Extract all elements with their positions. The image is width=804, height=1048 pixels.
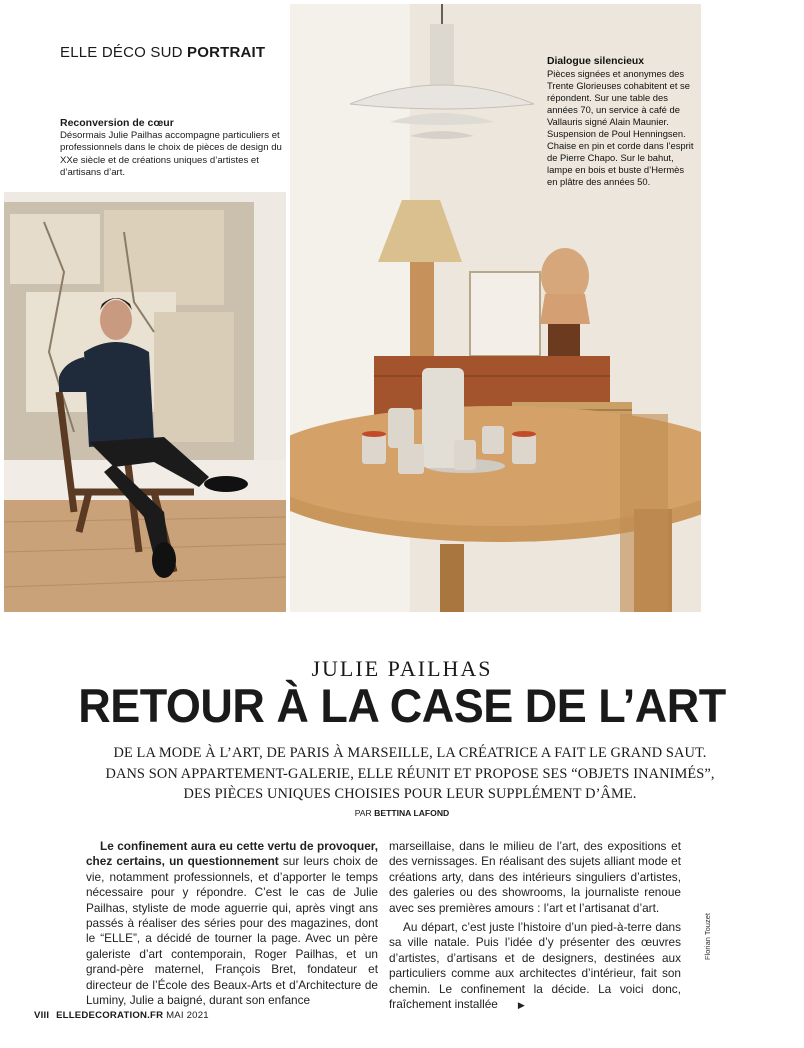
- page-footer: [34, 1010, 209, 1021]
- portrait-illustration: [4, 192, 286, 612]
- footer-issue: MAI 2021: [166, 1010, 209, 1021]
- paragraph-text: Au départ, c’est juste l’histoire d’un pied-à-terre dans sa ville natale. Puis l’idée d’y présenter des œuvres d’artistes, d’artisans et de designers, destinées aux particuliers comme aux architectes d’intérieur, fait son chemin. Le confinement la décide. La voici donc, fraîchement installée: [389, 920, 681, 1012]
- caption-left-title: Reconversion de cœur: [60, 117, 174, 129]
- body-column-2: [389, 839, 681, 1013]
- body-paragraph: marseillaise, dans le milieu de l’art, des expositions et des vernissages. En réalisant des sujets alliant mode et créations arty, dans des intérieurs singuliers d’artistes, des galeries ou des showrooms, la journaliste renoue avec ses premières amours : l’art et l’artisanat d’art.: [389, 839, 681, 915]
- paragraph-text: sur leurs choix de vie, notamment professionnels, et d’apporter le temps nécessaire pour y répondre. C’est le cas de Julie Pailhas, styliste de mode aguerrie qui, après vingt ans passés à réaliser des séries pour des magazines, dont le “ELLE”, a décidé de tourner la page. Avec un père galeriste d’art contemporain, Roger Pailhas, et un grand-père maternel, François Bret, fondateur et directeur de l’École des Beaux-Arts et d’Architecture de Luminy, Julie a baigné, durant son enfance: [86, 854, 378, 1008]
- caption-right-text: Pièces signées et anonymes des Trente Glorieuses cohabitent et se répondent. Sur une table des années 70, un service à café de Vallauris signé Alain Maunier. Suspension de Poul Henningsen. Chaise en pin et corde dans l’esprit de Pierre Chapo. Sur le bahut, lampe en bois et buste d’Hermès en plâtre des années 50.: [547, 68, 694, 187]
- article-headline: RETOUR À LA CASE DE L’ART: [78, 678, 726, 733]
- footer-site: ELLEDECORATION.FR: [56, 1010, 164, 1021]
- header-brand: ELLE DÉCO SUD: [60, 44, 183, 61]
- caption-right-title: Dialogue silencieux: [547, 56, 645, 67]
- article-deck: DE LA MODE À L’ART, DE PARIS À MARSEILLE, LA CRÉATRICE A FAIT LE GRAND SAUT. DANS SON APPARTEMENT-GALERIE, ELLE RÉUNIT ET PROPOSE SES “OBJETS INANIMÉS”, DES PIÈCES UNIQUES CHOISIES POUR LEUR SUPPLÉMENT D’ÂME.: [105, 745, 715, 802]
- header-section: PORTRAIT: [187, 44, 266, 61]
- article-byline: [0, 808, 804, 818]
- byline-name: BETTINA LAFOND: [374, 808, 450, 818]
- portrait-photo: [4, 192, 286, 612]
- interior-photo: [290, 4, 701, 612]
- section-header: [60, 44, 265, 61]
- caption-left-text: Désormais Julie Pailhas accompagne particuliers et professionnels dans le choix de pièces de design du XXe siècle et de créations uniques d’artistes et d’artisans d’art.: [60, 130, 282, 178]
- caption-right: [547, 56, 695, 188]
- caption-left: [60, 117, 282, 179]
- continue-arrow-icon: ▶: [517, 1000, 525, 1011]
- photo-credit: Florian Touzet: [703, 913, 712, 960]
- page-number: VIII: [34, 1010, 50, 1021]
- article-kicker: JULIE PAILHAS: [311, 656, 493, 681]
- body-column-1: [86, 839, 378, 1008]
- byline-prefix: PAR: [354, 808, 372, 818]
- body-paragraph: [86, 839, 378, 1008]
- lead-in: Le confinement aura eu cette vertu de provoquer, chez certains, un questionnement: [86, 839, 378, 869]
- body-paragraph: [389, 920, 681, 1013]
